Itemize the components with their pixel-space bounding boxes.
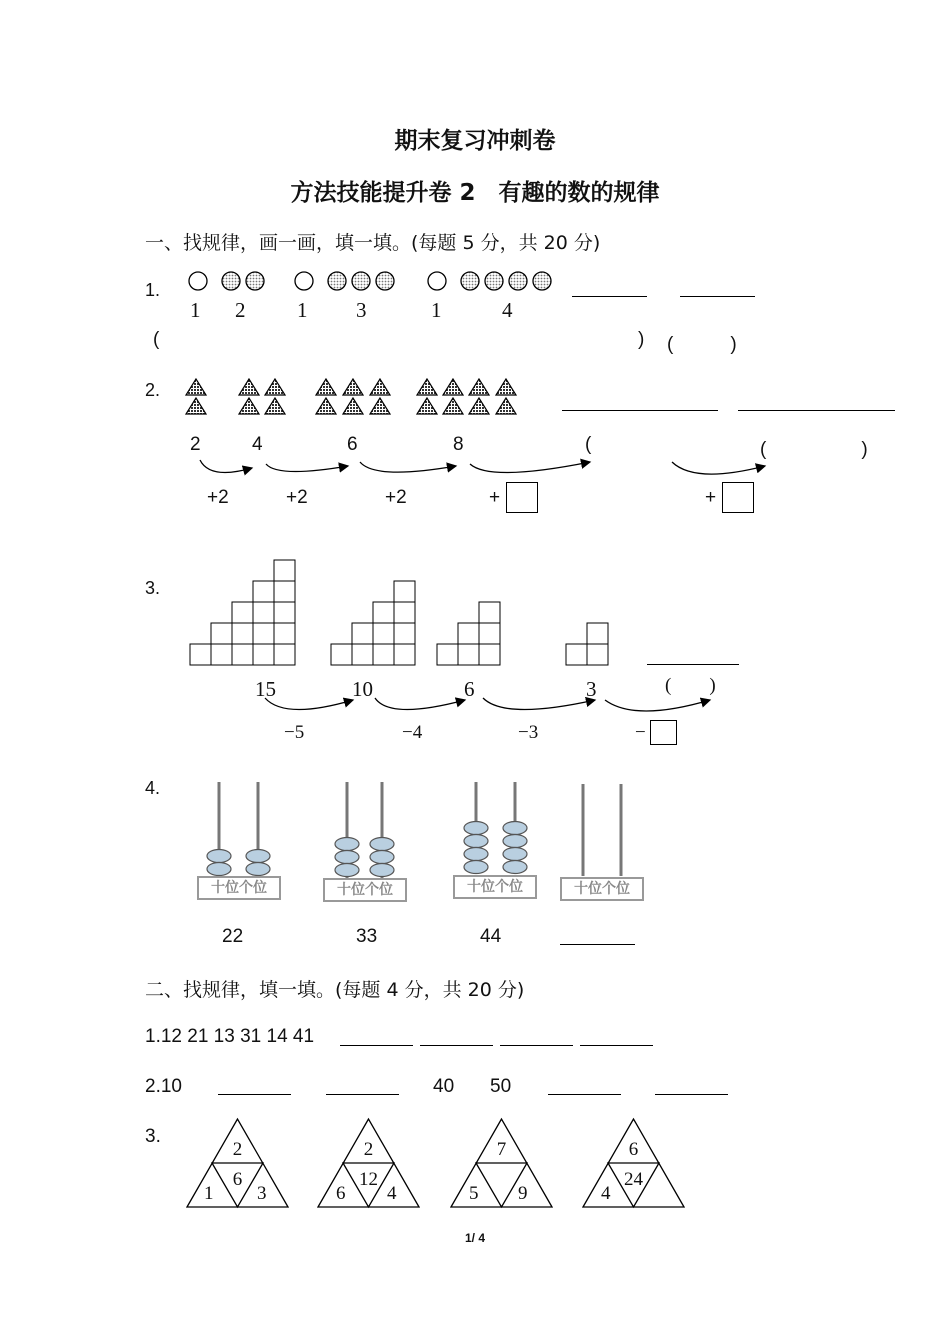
bead [464,822,488,835]
q1-circles-figure [180,268,570,294]
bead [246,863,270,876]
circle-dotted-group [222,272,264,290]
triangle-right: 4 [387,1183,397,1204]
q4-value: 44 [480,926,502,947]
q4-value: 33 [356,926,378,947]
triangle-top: 2 [232,1139,243,1160]
q2-arrow [266,464,348,472]
circle-plain [295,272,313,290]
abacus-base-label: 十位个位 [560,877,644,901]
triangle-left: 6 [336,1183,346,1204]
q2-answer-box[interactable] [722,482,754,513]
triangle-left: 4 [601,1183,611,1204]
q2-seq-value: 2 [190,434,201,455]
q2-answer-paren-open[interactable]: ( [585,434,592,455]
q3-staircase-figure [185,556,615,668]
q3-answer-paren[interactable]: ( ) [665,675,716,696]
q1-label: 2 [235,298,246,322]
s2-q1-blank[interactable] [580,1045,653,1046]
bead [246,850,270,863]
q2-seq-value: 4 [252,434,263,455]
q2-seq-value: 8 [453,434,464,455]
q2-seq-value: 6 [347,434,358,455]
abacus-empty[interactable] [557,780,647,905]
bead [335,864,359,877]
q3-value: 3 [586,677,597,701]
bead [464,861,488,874]
abacus-22 [190,780,280,905]
triangle-group-3 [316,379,390,414]
bead [503,822,527,835]
triangle-center: 24 [624,1169,643,1190]
q2-step-label: + [705,487,717,508]
q1-blank-1[interactable] [572,296,647,297]
s2-q2-value: 40 [433,1076,455,1097]
bead [503,861,527,874]
q2-arrow [360,462,456,472]
q1-label: 1 [431,298,442,322]
q2-arrow [200,460,252,473]
q3-answer-box[interactable] [650,720,677,745]
q3-arrow [605,700,710,711]
s2-q2-blank[interactable] [655,1094,728,1095]
bead [207,863,231,876]
page-title: 期末复习冲刺卷 [394,128,556,154]
bead [464,848,488,861]
s2-q2-blank[interactable] [548,1094,621,1095]
q3-arrow [483,698,595,710]
q1-label: 4 [502,298,513,322]
q1-paren-open: ( [153,329,160,350]
q2-blank-1[interactable] [562,410,718,411]
q2-arrow [470,462,590,473]
q2-answer-box[interactable] [506,482,538,513]
q3-arrow [375,698,465,710]
circle-dotted-group [328,272,394,290]
s2-q3-number: 3. [145,1126,161,1147]
q2-step-label: +2 [207,487,229,508]
circle-plain [428,272,446,290]
triangle-left: 1 [204,1183,214,1204]
q2-answer-paren[interactable]: ( ) [760,439,868,460]
bead [370,838,394,851]
q3-value: 15 [255,677,276,701]
s2-q2-value: 50 [490,1076,512,1097]
q3-arrows [255,692,725,722]
q4-blank[interactable] [560,944,635,945]
bead [370,864,394,877]
q3-arrow [265,698,353,710]
number-triangle-4[interactable] [582,1117,685,1209]
q3-step-label: −5 [284,722,305,743]
q4-number: 4. [145,778,161,798]
bead [503,848,527,861]
q1-answer-paren[interactable]: ( ) [667,334,737,355]
q2-arrow [672,462,765,474]
triangle-left: 5 [469,1183,479,1204]
q2-step-label: +2 [286,487,308,508]
q2-step-label: +2 [385,487,407,508]
q2-blank-2[interactable] [738,410,895,411]
q3-value: 6 [464,677,475,701]
staircase-2 [566,623,608,665]
abacus-base-label: 十位个位 [197,876,281,900]
triangle-group-4 [417,379,516,414]
q1-blank-2[interactable] [680,296,755,297]
triangle-right: 9 [518,1183,528,1204]
abacus-base-label: 十位个位 [453,875,537,899]
bead [503,835,527,848]
section2-heading: 二、找规律，填一填。(每题 4 分，共 20 分) [145,979,525,1001]
s2-q1-blank[interactable] [420,1045,493,1046]
q4-value: 22 [222,926,244,947]
circle-plain [189,272,207,290]
staircase-4 [331,581,415,665]
bead [335,851,359,864]
triangle-center: 6 [232,1169,243,1190]
q3-draw-blank[interactable] [647,664,739,665]
number-triangle-1 [186,1117,289,1209]
bead [464,835,488,848]
triangle-top: 2 [363,1139,374,1160]
staircase-5 [190,560,295,665]
q1-label: 1 [297,298,308,322]
q3-step-label: −4 [402,722,423,743]
number-triangle-3[interactable] [450,1117,553,1209]
number-triangle-2 [317,1117,420,1209]
page-subtitle: 方法技能提升卷 2 有趣的数的规律 [290,180,660,206]
s2-q2-blank[interactable] [218,1094,291,1095]
page-number: 1/ 4 [464,1231,485,1245]
s2-q1-text: 1.12 21 13 31 14 41 [145,1026,315,1047]
triangle-right: 3 [257,1183,267,1204]
q1-number: 1. [145,280,161,300]
q3-number: 3. [145,578,161,598]
abacus-44 [450,780,540,905]
q1-label: 3 [356,298,367,322]
s2-q1-blank[interactable] [500,1045,573,1046]
triangle-group-2 [239,379,285,414]
triangle-group-1 [186,379,206,414]
triangle-top: 7 [496,1139,507,1160]
q3-step-label: − [635,722,646,743]
triangle-center: 12 [359,1169,378,1190]
q2-step-label: + [489,487,501,508]
bead [207,850,231,863]
q2-arrows [190,452,770,484]
s2-q1-blank[interactable] [340,1045,413,1046]
triangle-top: 6 [628,1139,639,1160]
s2-q2-blank[interactable] [326,1094,399,1095]
bead [370,851,394,864]
staircase-3 [437,602,500,665]
q2-number: 2. [145,380,161,400]
q3-step-label: −3 [518,722,539,743]
q1-paren-close: ) [638,329,645,350]
q3-value: 10 [352,677,373,701]
section1-heading: 一、找规律，画一画，填一填。(每题 5 分，共 20 分) [145,232,601,254]
s2-q2-prefix: 2.10 [145,1076,182,1097]
bead [335,838,359,851]
abacus-33 [318,780,408,905]
circle-dotted-group [461,272,551,290]
abacus-base-label: 十位个位 [323,878,407,902]
q2-triangles-figure [182,374,527,418]
q1-label: 1 [190,298,201,322]
